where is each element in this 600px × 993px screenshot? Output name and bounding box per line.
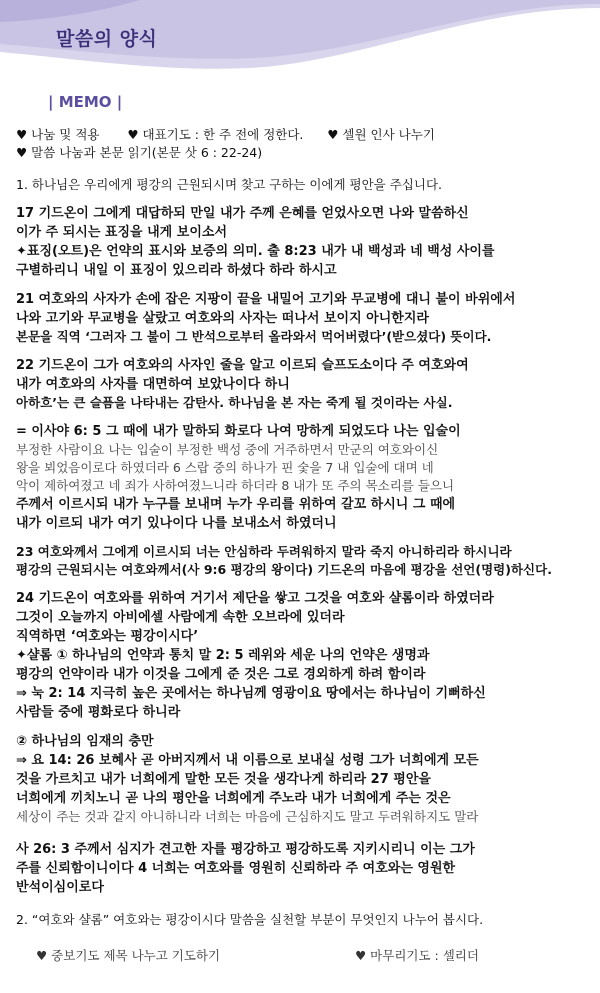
verse-24-line-5: 평강의 언약이라 내가 이것을 그에게 준 것은 그로 경외하게 하려 함이라 xyxy=(16,667,426,682)
verse-22-line-2: 내가 여호와의 사자를 대면하여 보았나이다 하니 xyxy=(16,377,290,392)
intro-greeting: ♥ 셀원 인사 나누기 xyxy=(327,127,435,142)
section-2-line-3: 너희에게 끼치노니 곧 나의 평안을 너희에게 주노라 내가 너희에게 주는 것은 xyxy=(16,791,451,806)
verse-21-line-1: 21 여호와의 사자가 손에 잡은 지팡이 끝을 내밀어 고기와 무교병에 대니 불이 바위에서 xyxy=(16,292,516,307)
section-2-title: ② 하나님의 임재의 충만 xyxy=(16,734,154,749)
verse-23-line-2: 평강의 근원되시는 여호와께서(사 9:6 평강의 왕이다) 기드온의 마음에 평강을 선언(명령)하신다. xyxy=(16,562,552,577)
section-2-line-4: 세상이 주는 것과 같지 아니하니라 너희는 마음에 근심하지도 말고 두려워하지도 말라 xyxy=(16,809,479,824)
verse-21-line-2: 나와 고기와 무교병을 살랐고 여호와의 사자는 떠나서 보이지 아니한지라 xyxy=(16,311,429,326)
verse-21-line-3: 본문을 직역 ‘그러자 그 불이 그 반석으로부터 올라와서 먹어버렸다’(받으셨다) 뜻이다. xyxy=(16,329,492,344)
verse-24-line-2: 그것이 오늘까지 아비에셀 사람에게 속한 오브라에 있더라 xyxy=(16,610,345,625)
memo-content xyxy=(16,126,590,929)
verse-17-line-4: 구별하리니 내일 이 표징이 있으리라 하셨다 하라 하시고 xyxy=(16,263,337,278)
memo-label: | MEMO | xyxy=(48,93,123,111)
isaiah-line-6: 내가 이르되 내가 여기 있나이다 나를 보내소서 하였더니 xyxy=(16,516,337,531)
verse-23-line-1: 23 여호와께서 그에게 이르시되 너는 안심하라 두려워하지 말라 죽지 아니하리라 하시니라 xyxy=(16,544,512,559)
verse-22-line-3: 아하흐’는 큰 슬픔을 나타내는 감탄사. 하나님을 본 자는 죽게 될 것이라는 사실. xyxy=(16,395,453,410)
question-1: 1. 하나님은 우리에게 평강의 근원되시며 찾고 구하는 이에게 평안을 주십니다. xyxy=(16,177,442,192)
verse-17-line-3: ✦표징(오트)은 언약의 표시와 보증의 의미. 출 8:23 내가 내 백성과 네 백성 사이를 xyxy=(16,244,495,259)
isaiah-line-2: 부정한 사람이요 나는 입술이 부정한 백성 중에 거주하면서 만군의 여호와이신 xyxy=(16,442,439,457)
verse-24-line-3: 직역하면 ‘여호와는 평강이시다’ xyxy=(16,629,199,644)
verse-22-line-1: 22 기드온이 그가 여호와의 사자인 줄을 알고 이르되 슬프도소이다 주 여호와여 xyxy=(16,358,469,373)
intro-sharing: ♥ 나눔 및 적용 xyxy=(16,127,100,142)
isaiah-26-line-3: 반석이심이로다 xyxy=(16,880,104,895)
intro-line-2: ♥ 말씀 나눔과 본문 읽기(본문 삿 6 : 22-24) xyxy=(16,145,263,160)
question-2: 2. “여호와 샬롬” 여호와는 평강이시다 말씀을 실천할 부분이 무엇인지 나누어 봅시다. xyxy=(16,912,484,927)
isaiah-line-1: = 이사야 6: 5 그 때에 내가 말하되 화로다 나여 망하게 되었도다 나는 입술이 xyxy=(16,424,461,439)
verse-24-line-4: ✦샬롬 ① 하나님의 언약과 통치 말 2: 5 레위와 세운 나의 언약은 생명과 xyxy=(16,648,430,663)
page-header xyxy=(0,0,600,70)
isaiah-line-3: 왕을 뵈었음이로다 하였더라 6 스랍 중의 하나가 핀 숯을 7 내 입술에 대며 네 xyxy=(16,460,434,475)
intro-prayer: ♥ 대표기도 : 한 주 전에 정한다. xyxy=(127,127,304,142)
verse-17-line-2: 이가 주 되시는 표징을 내게 보이소서 xyxy=(16,225,227,240)
intro-line-1 xyxy=(16,126,590,144)
isaiah-26-line-1: 사 26: 3 주께서 심지가 견고한 자를 평강하고 평강하도록 지키시리니 이는 그가 xyxy=(16,842,475,857)
isaiah-line-5: 주께서 이르시되 내가 누구를 보내며 누가 우리를 위하여 갈꼬 하시니 그 때에 xyxy=(16,497,456,512)
footer-closing-prayer: ♥ 마무리기도 : 셀리더 xyxy=(355,948,479,963)
verse-24-line-1: 24 기드온이 여호와를 위하여 거기서 제단을 쌓고 그것을 여호와 샬롬이라 하였더라 xyxy=(16,591,494,606)
footer-intercession: ♥ 중보기도 제목 나누고 기도하기 xyxy=(36,948,221,963)
isaiah-line-4: 악이 제하여졌고 네 죄가 사하여졌느니라 하더라 8 내가 또 주의 목소리를 들으니 xyxy=(16,478,455,493)
verse-24-line-7: 사람들 중에 평화로다 하니라 xyxy=(16,705,181,720)
section-2-line-1: ⇒ 요 14: 26 보혜사 곧 아버지께서 내 이름으로 보내실 성령 그가 너희에게 모든 xyxy=(16,753,479,768)
isaiah-26-line-2: 주를 신뢰함이니이다 4 너희는 여호와를 영원히 신뢰하라 주 여호와는 영원한 xyxy=(16,861,456,876)
section-2-line-2: 것을 가르치고 내가 너희에게 말한 모든 것을 생각나게 하리라 27 평안을 xyxy=(16,772,431,787)
verse-17-line-1: 17 기드온이 그에게 대답하되 만일 내가 주께 은혜를 얻었사오면 나와 말씀하신 xyxy=(16,206,469,221)
verse-24-line-6: ⇒ 눅 2: 14 지극히 높은 곳에서는 하나님께 영광이요 땅에서는 하나님이 기뻐하신 xyxy=(16,686,486,701)
header-logo: 말씀의 양식 xyxy=(56,28,158,50)
